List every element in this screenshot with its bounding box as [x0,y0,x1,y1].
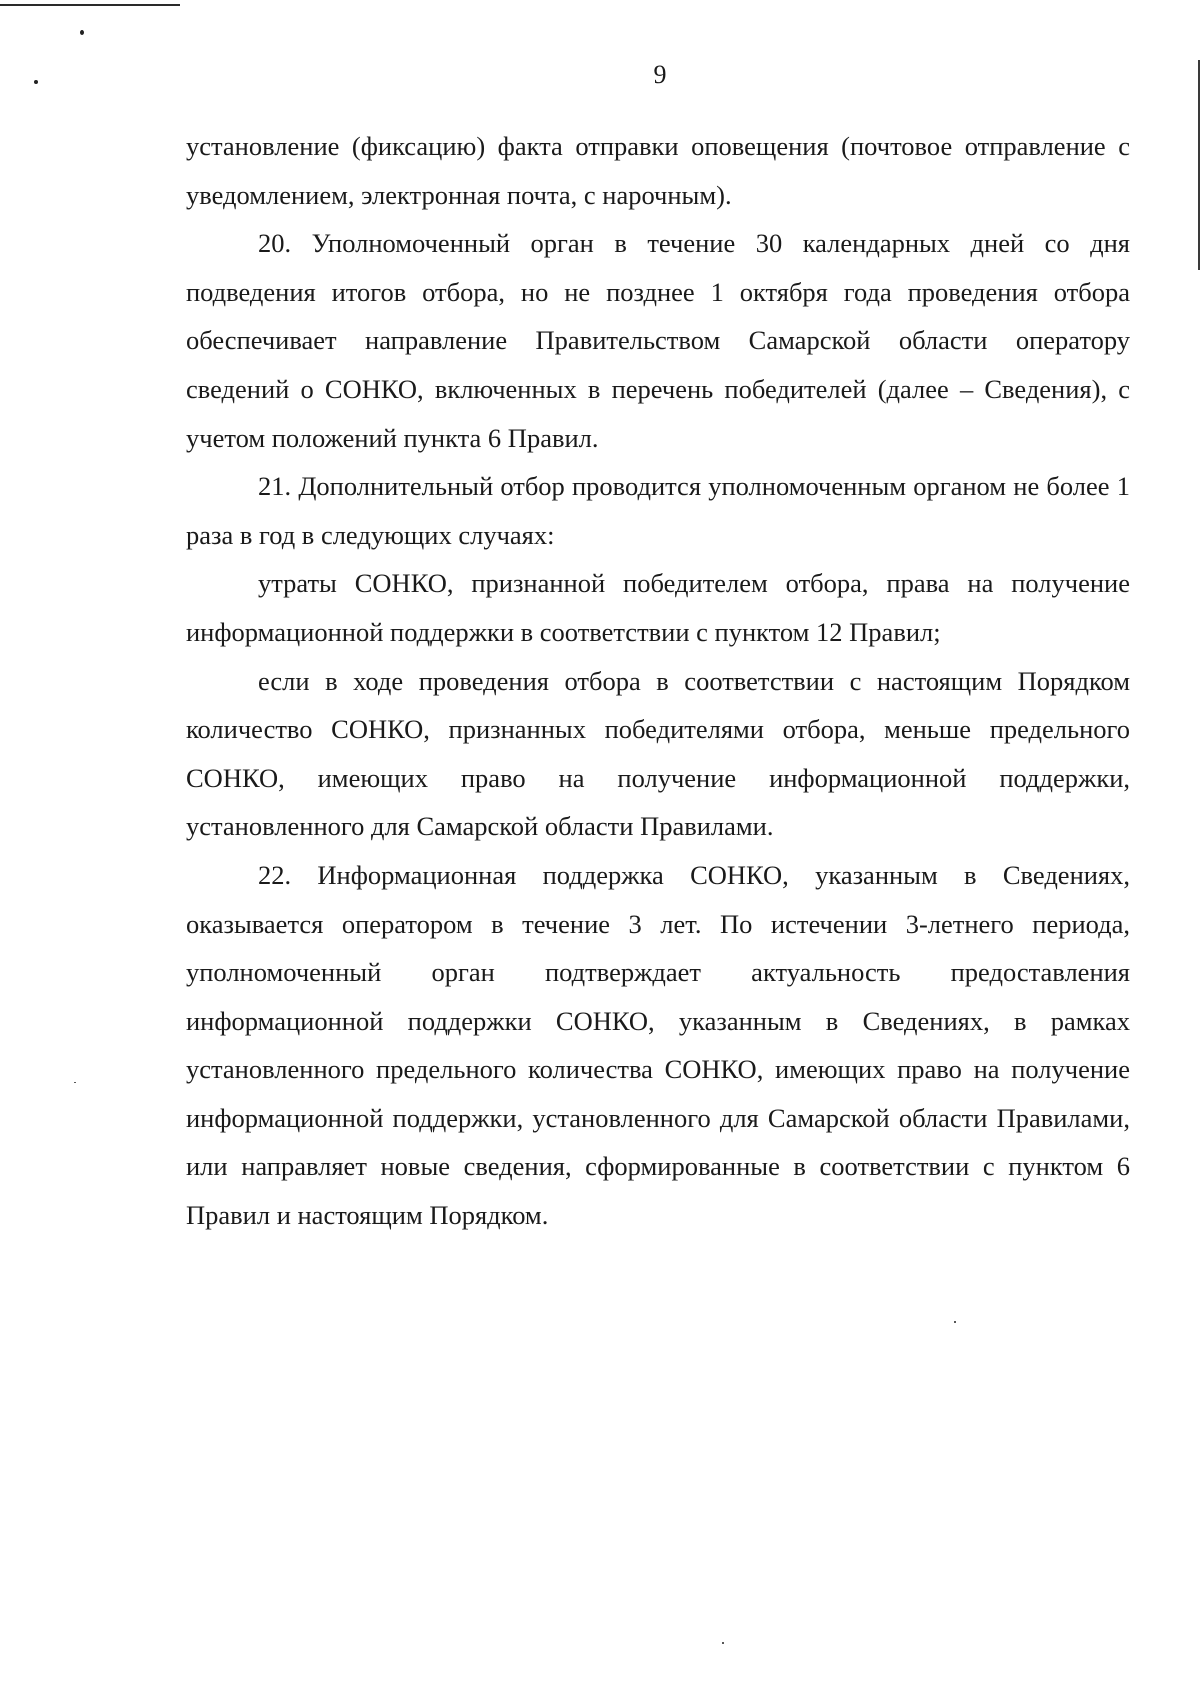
paragraph-21-case-1: утраты СОНКО, признанной победителем отбора, права на получение информационной поддержки в соответствии с пунктом 12 Правил; [186,568,1130,647]
paragraph-continuation: установление (фиксацию) факта отправки оповещения (почтовое отправление с уведомлением, электронная почта, с нарочным). [186,131,1130,210]
paragraph-21: 21. Дополнительный отбор проводится уполномоченным органом не более 1 раза в год в следующих случаях: [186,471,1130,550]
paragraph-20: 20. Уполномоченный орган в течение 30 календарных дней со дня подведения итогов отбора, но не позднее 1 октября года проведения отбора обеспечивает направление Правительством Самарской области оператору сведений о СОНКО, включенных в перечень победителей (далее – Сведения), с учетом положений пункта 6 Правил. [186,228,1130,453]
paragraph-22: 22. Информационная поддержка СОНКО, указанным в Сведениях, оказывается оператором в течение 3 лет. По истечении 3-летнего периода, уполномоченный орган подтверждает актуальность предоставления информационной поддержки СОНКО, указанным в Сведениях, в рамках установленного предельного количества СОНКО, имеющих право на получение информационной поддержки, установленного для Самарской области Правилами, или направляет новые сведения, сформированные в соответствии с пунктом 6 Правил и настоящим Порядком. [186,859,1130,1231]
paragraph-21-case-2: если в ходе проведения отбора в соответствии с настоящим Порядком количество СОНКО, признанных победителями отбора, меньше предельного СОНКО, имеющих право на получение информационной поддержки, установленного для Самарской области Правилами. [186,665,1130,842]
page-number: 9 [653,60,667,89]
scan-speck [722,1642,724,1644]
scan-speck [74,1082,76,1083]
document-body [186,122,1130,1240]
scan-speck [80,30,84,35]
scan-speck [954,1321,956,1323]
scan-edge-top [0,4,180,6]
